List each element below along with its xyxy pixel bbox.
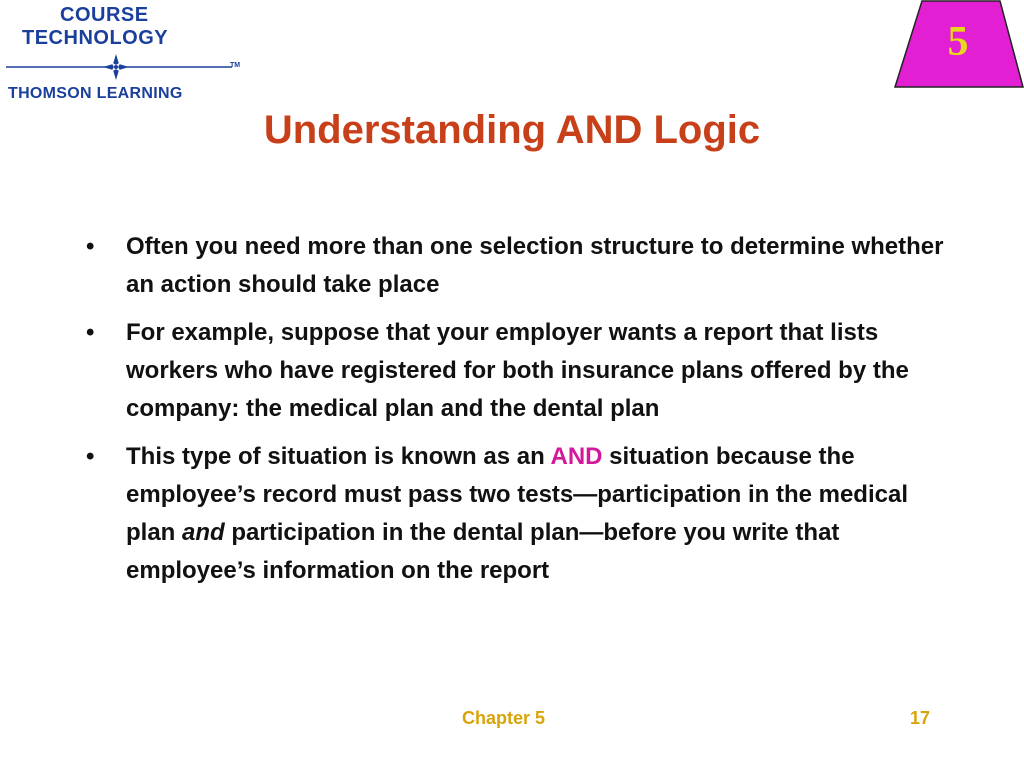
chapter-badge bbox=[892, 0, 1002, 88]
footer-page-number: 17 bbox=[910, 708, 931, 728]
bullet-text-part1: This type of situation is known as an bbox=[126, 443, 551, 470]
bullet-item bbox=[84, 228, 944, 304]
bullet-text-part3: participation in the dental plan—before you write that employee’s information on the report bbox=[126, 519, 840, 584]
bullet-text-part2: situation because the employee’s record must pass two tests—participation in the medical plan bbox=[126, 443, 908, 546]
bullet-text: For example, suppose that your employer wants a report that lists workers who have registered for both insurance plans offered by the company: the medical plan and the dental plan bbox=[126, 319, 909, 422]
bullet-item bbox=[84, 438, 944, 590]
bullet-dot: • bbox=[86, 443, 95, 470]
logo-line-course: COURSE bbox=[60, 4, 149, 26]
bullet-list bbox=[84, 228, 944, 600]
bullet-item bbox=[84, 314, 944, 428]
logo-line-technology: TECHNOLOGY bbox=[22, 27, 169, 49]
bullet-text: Often you need more than one selection structure to determine whether an action should take place bbox=[126, 233, 944, 298]
logo-line-thomson: THOMSON LEARNING bbox=[8, 85, 183, 102]
chapter-badge-number: 5 bbox=[947, 19, 969, 65]
course-technology-logo bbox=[0, 0, 260, 110]
and-highlight: AND bbox=[550, 443, 603, 470]
star-line-icon bbox=[6, 52, 242, 82]
footer-chapter: Chapter 5 bbox=[462, 708, 546, 728]
bullet-dot: • bbox=[86, 319, 95, 346]
trademark-mark: TM bbox=[230, 62, 241, 69]
and-italic: and bbox=[182, 519, 225, 546]
bullet-dot: • bbox=[86, 233, 95, 260]
slide-title: Understanding AND Logic bbox=[263, 108, 761, 152]
